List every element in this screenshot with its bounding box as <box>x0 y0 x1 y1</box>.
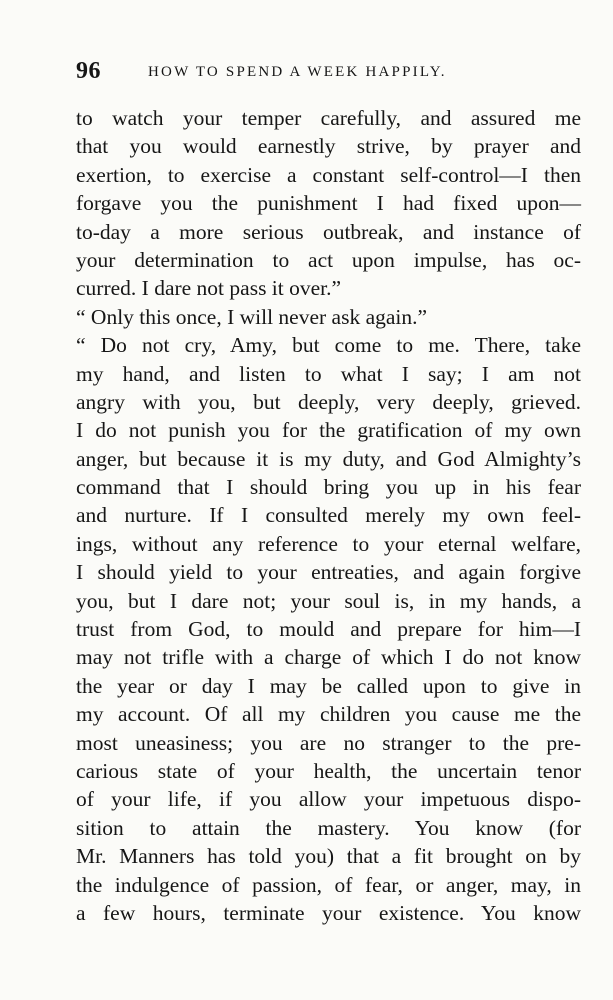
text-line: “ Only this once, I will never ask again.” <box>76 304 428 329</box>
running-head: HOW TO SPEND A WEEK HAPPILY. <box>148 64 447 80</box>
text-line: I do not punish you for the gratification of my own <box>76 418 581 443</box>
page-header <box>76 58 586 88</box>
text-line: anger, but because it is my duty, and God Almighty’s <box>76 446 581 471</box>
text-line: curred. I dare not pass it over.” <box>76 276 342 301</box>
text-line: my account. Of all my children you cause me the <box>76 702 581 727</box>
text-line: and nurture. If I consulted merely my own feel- <box>76 503 581 528</box>
page-number: 96 <box>76 58 101 84</box>
text-line: carious state of your health, the uncertain tenor <box>76 758 581 783</box>
text-line: the year or day I may be called upon to give in <box>76 673 581 698</box>
text-line: a few hours, terminate your existence. You know <box>76 900 581 925</box>
text-line: your determination to act upon impulse, has oc- <box>76 247 581 272</box>
text-line: trust from God, to mould and prepare for him—I <box>76 617 581 642</box>
text-line: of your life, if you allow your impetuous dispo- <box>76 787 581 812</box>
text-line: Mr. Manners has told you) that a fit brought on by <box>76 844 581 869</box>
body-text <box>76 104 581 927</box>
text-line: command that I should bring you up in his fear <box>76 475 581 500</box>
text-line: “ Do not cry, Amy, but come to me. There, take <box>76 333 581 358</box>
text-line: angry with you, but deeply, very deeply, grieved. <box>76 389 581 414</box>
text-line: may not trifle with a charge of which I do not know <box>76 645 581 670</box>
text-line: to-day a more serious outbreak, and instance of <box>76 219 581 244</box>
text-line: ings, without any reference to your eternal welfare, <box>76 531 581 556</box>
text-line: my hand, and listen to what I say; I am not <box>76 361 581 386</box>
text-line: I should yield to your entreaties, and again forgive <box>76 560 581 585</box>
text-line: forgave you the punishment I had fixed upon— <box>76 191 581 216</box>
text-line: that you would earnestly strive, by prayer and <box>76 134 581 159</box>
text-line: to watch your temper carefully, and assured me <box>76 106 581 130</box>
text-line: the indulgence of passion, of fear, or anger, may, in <box>76 872 581 897</box>
text-line: most uneasiness; you are no stranger to the pre- <box>76 730 581 755</box>
text-line: sition to attain the mastery. You know (for <box>76 815 581 840</box>
text-line: exertion, to exercise a constant self-control—I then <box>76 162 581 187</box>
text-line: you, but I dare not; your soul is, in my hands, a <box>76 588 581 613</box>
